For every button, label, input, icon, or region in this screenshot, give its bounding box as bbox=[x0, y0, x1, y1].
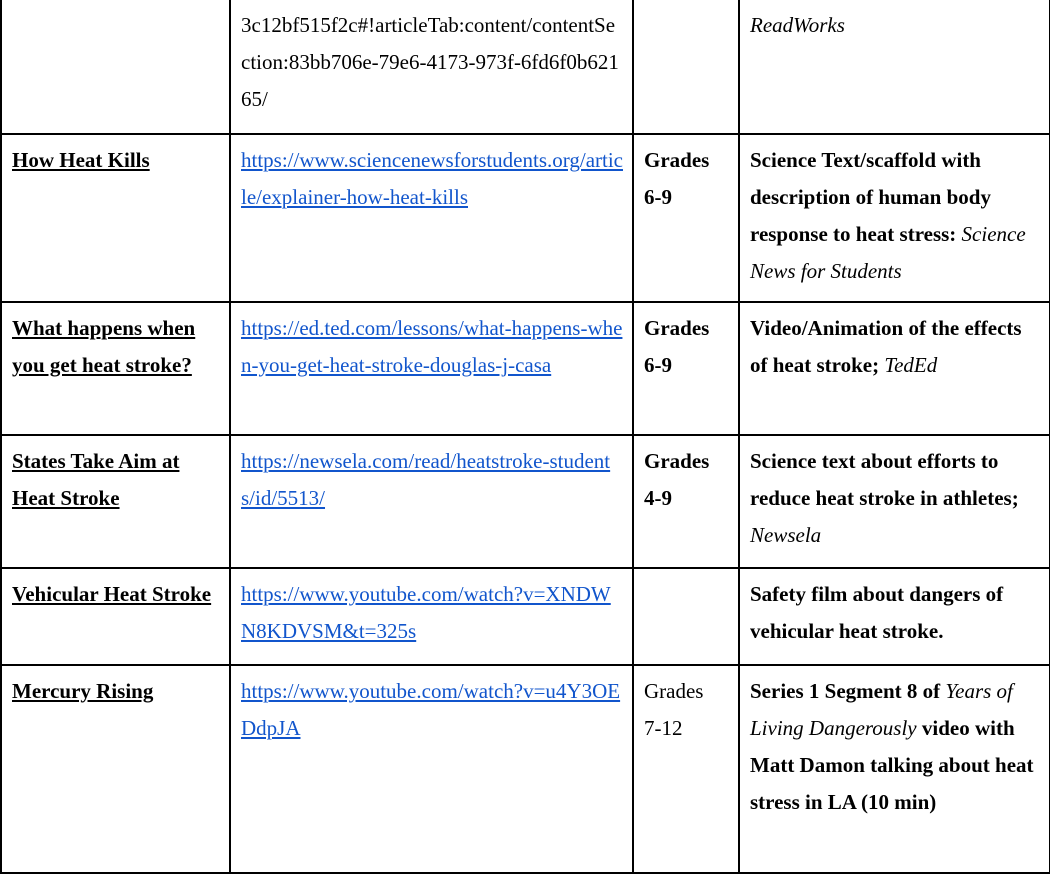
description-cell bbox=[739, 435, 1050, 568]
series-title: Years of Living Dangerously bbox=[750, 679, 1013, 740]
resource-link[interactable]: https://www.sciencenewsforstudents.org/article/explainer-how-heat-kills bbox=[241, 148, 623, 209]
grade-label: Grades bbox=[644, 148, 710, 172]
grade-cell bbox=[633, 134, 739, 302]
resource-link[interactable]: https://ed.ted.com/lessons/what-happens-when-you-get-heat-stroke-douglas-j-casa bbox=[241, 316, 623, 377]
title-cell bbox=[1, 665, 230, 873]
description-cell bbox=[739, 134, 1050, 302]
table-row bbox=[1, 435, 1050, 568]
url-cell bbox=[230, 0, 633, 134]
description-cell bbox=[739, 568, 1050, 665]
description-cell bbox=[739, 302, 1050, 435]
table-row bbox=[1, 665, 1050, 873]
resource-title: How Heat Kills bbox=[12, 148, 150, 172]
description-cell bbox=[739, 0, 1050, 134]
grade-label: Grades bbox=[644, 316, 710, 340]
resource-title: What happens when you get heat stroke? bbox=[12, 316, 196, 377]
grade-label: Grades bbox=[644, 449, 710, 473]
grade-range: 4-9 bbox=[644, 486, 672, 510]
resource-link[interactable]: https://www.youtube.com/watch?v=XNDWN8KDVSM&t=325s bbox=[241, 582, 611, 643]
title-cell bbox=[1, 568, 230, 665]
grade-range: 6-9 bbox=[644, 353, 672, 377]
resource-description: Science Text/scaffold with description of human body response to heat stress: bbox=[750, 148, 991, 246]
resource-description: Science text about efforts to reduce heat stroke in athletes; bbox=[750, 449, 1019, 510]
grade-cell bbox=[633, 435, 739, 568]
table-row bbox=[1, 0, 1050, 134]
source-name: Newsela bbox=[750, 523, 822, 547]
grade-cell bbox=[633, 568, 739, 665]
resource-link[interactable]: https://www.youtube.com/watch?v=u4Y3OEDdpJA bbox=[241, 679, 621, 740]
url-cell bbox=[230, 435, 633, 568]
title-cell bbox=[1, 435, 230, 568]
grade-cell bbox=[633, 0, 739, 134]
table-row bbox=[1, 134, 1050, 302]
source-name: Science News for Students bbox=[750, 222, 1026, 283]
source-name: ReadWorks bbox=[750, 13, 845, 37]
resource-title: Mercury Rising bbox=[12, 679, 154, 703]
grade-range: 6-9 bbox=[644, 185, 672, 209]
table-row bbox=[1, 568, 1050, 665]
resource-description: Video/Animation of the effects of heat stroke; bbox=[750, 316, 1022, 377]
url-cell bbox=[230, 665, 633, 873]
url-cell bbox=[230, 302, 633, 435]
title-cell bbox=[1, 134, 230, 302]
resource-description: Safety film about dangers of vehicular heat stroke. bbox=[750, 582, 1004, 643]
title-cell bbox=[1, 302, 230, 435]
resource-link[interactable]: https://newsela.com/read/heatstroke-students/id/5513/ bbox=[241, 449, 611, 510]
description-cell bbox=[739, 665, 1050, 873]
resource-description-cont: video with Matt Damon talking about heat stress in LA (10 min) bbox=[750, 716, 1034, 814]
grade-cell bbox=[633, 302, 739, 435]
grade-range: 7-12 bbox=[644, 716, 683, 740]
grade-label: Grades bbox=[644, 679, 704, 703]
resource-title: States Take Aim at Heat Stroke bbox=[12, 449, 180, 510]
resource-description: Series 1 Segment 8 of bbox=[750, 679, 941, 703]
url-cell bbox=[230, 134, 633, 302]
grade-cell bbox=[633, 665, 739, 873]
url-text: 3c12bf515f2c#!articleTab:content/contentSection:83bb706e-79e6-4173-973f-6fd6f0b62165/ bbox=[241, 13, 619, 111]
resource-title: Vehicular Heat Stroke bbox=[12, 582, 212, 606]
source-name: TedEd bbox=[884, 353, 938, 377]
url-cell bbox=[230, 568, 633, 665]
table-row bbox=[1, 302, 1050, 435]
title-cell bbox=[1, 0, 230, 134]
